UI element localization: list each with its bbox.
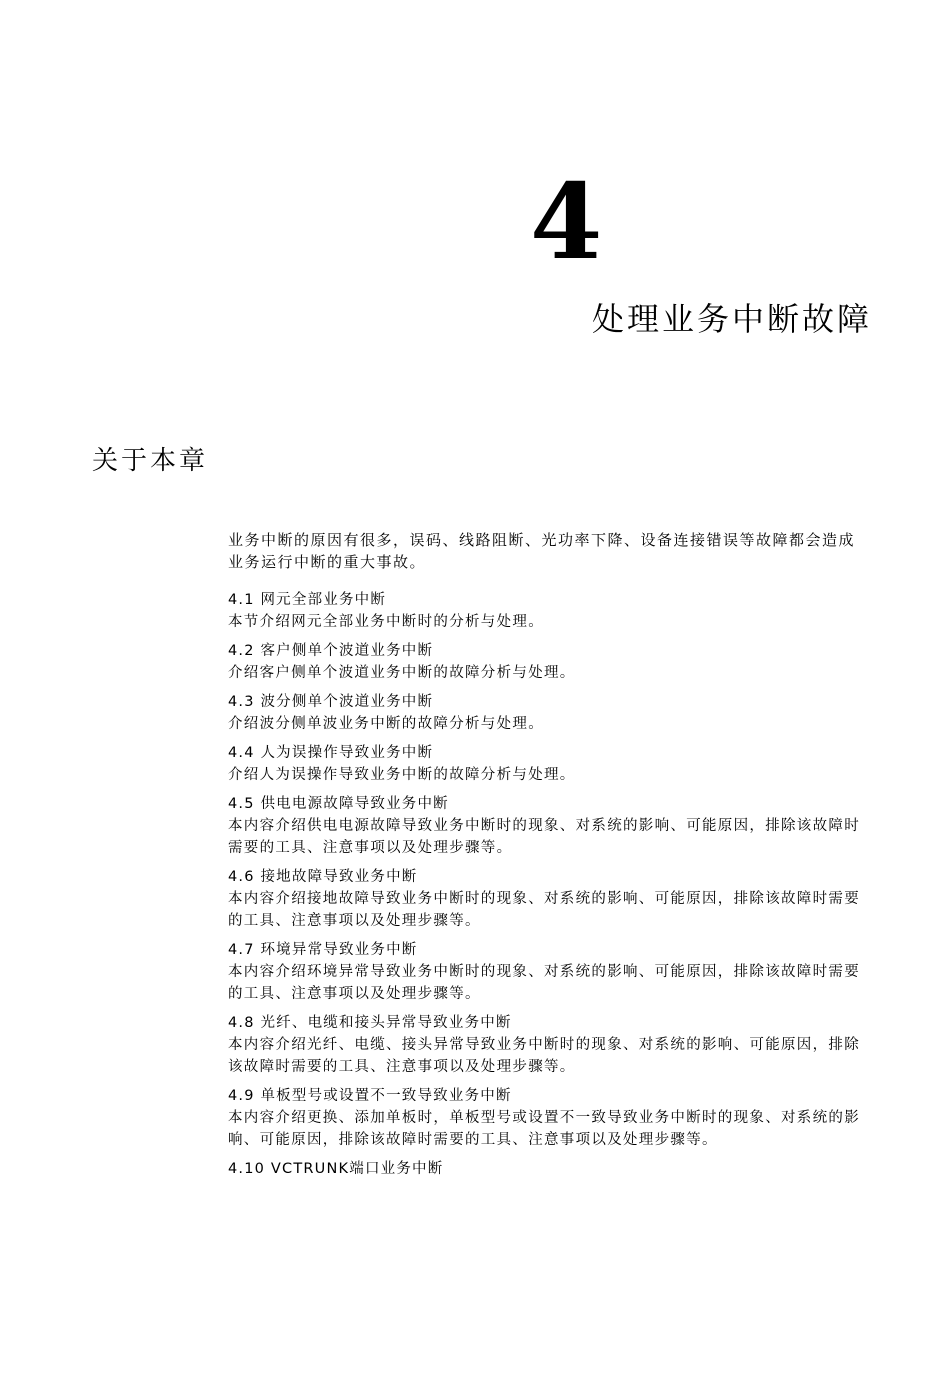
- toc-entry-link[interactable]: 4.9 单板型号或设置不一致导致业务中断: [228, 1088, 512, 1104]
- toc-entry: [228, 1012, 868, 1078]
- toc-entry-link[interactable]: 4.6 接地故障导致业务中断: [228, 869, 418, 885]
- toc-entry-description: 本内容介绍环境异常导致业务中断时的现象、对系统的影响、可能原因，排除该故障时需要的工具、注意事项以及处理步骤等。: [228, 964, 860, 1002]
- toc-entry-link[interactable]: 4.2 客户侧单个波道业务中断: [228, 643, 434, 659]
- toc-entry-link[interactable]: 4.7 环境异常导致业务中断: [228, 942, 418, 958]
- about-chapter-heading: 关于本章: [92, 446, 209, 476]
- toc-entry: [228, 939, 868, 1005]
- chapter-title: 处理业务中断故障: [591, 300, 872, 338]
- toc-entry: [228, 866, 868, 932]
- chapter-intro: 业务中断的原因有很多，误码、线路阻断、光功率下降、设备连接错误等故障都会造成业务运行中断的重大事故。: [228, 531, 856, 571]
- toc-entry-description: 本内容介绍更换、添加单板时，单板型号或设置不一致导致业务中断时的现象、对系统的影响、可能原因，排除该故障时需要的工具、注意事项以及处理步骤等。: [228, 1110, 860, 1148]
- toc-entry-description: 本内容介绍接地故障导致业务中断时的现象、对系统的影响、可能原因，排除该故障时需要的工具、注意事项以及处理步骤等。: [228, 891, 860, 929]
- toc-entry-description: 介绍波分侧单波业务中断的故障分析与处理。: [228, 716, 544, 732]
- toc-entry-link[interactable]: 4.1 网元全部业务中断: [228, 592, 387, 608]
- toc-entry-link[interactable]: 4.4 人为误操作导致业务中断: [228, 745, 434, 761]
- toc-entry-link[interactable]: 4.5 供电电源故障导致业务中断: [228, 796, 449, 812]
- toc-entry-description: 本内容介绍光纤、电缆、接头异常导致业务中断时的现象、对系统的影响、可能原因，排除该故障时需要的工具、注意事项以及处理步骤等。: [228, 1037, 860, 1075]
- chapter-contents: [228, 529, 868, 1187]
- toc-entry: [228, 640, 868, 684]
- toc-entry-description: 本节介绍网元全部业务中断时的分析与处理。: [228, 614, 544, 630]
- toc-entry-description: 介绍客户侧单个波道业务中断的故障分析与处理。: [228, 665, 576, 681]
- toc-entry: [228, 589, 868, 633]
- toc-entry: [228, 1158, 868, 1180]
- toc-entry: [228, 742, 868, 786]
- toc-entry: [228, 1085, 868, 1151]
- toc-entry: [228, 793, 868, 859]
- toc-entry-description: 介绍人为误操作导致业务中断的故障分析与处理。: [228, 767, 576, 783]
- toc-entry-link[interactable]: 4.10 VCTRUNK端口业务中断: [228, 1161, 444, 1177]
- toc-entry-link[interactable]: 4.8 光纤、电缆和接头异常导致业务中断: [228, 1015, 512, 1031]
- chapter-number: 4: [530, 160, 601, 283]
- toc-entry-link[interactable]: 4.3 波分侧单个波道业务中断: [228, 694, 434, 710]
- toc-entry-description: 本内容介绍供电电源故障导致业务中断时的现象、对系统的影响、可能原因，排除该故障时需要的工具、注意事项以及处理步骤等。: [228, 818, 860, 856]
- toc-entry: [228, 691, 868, 735]
